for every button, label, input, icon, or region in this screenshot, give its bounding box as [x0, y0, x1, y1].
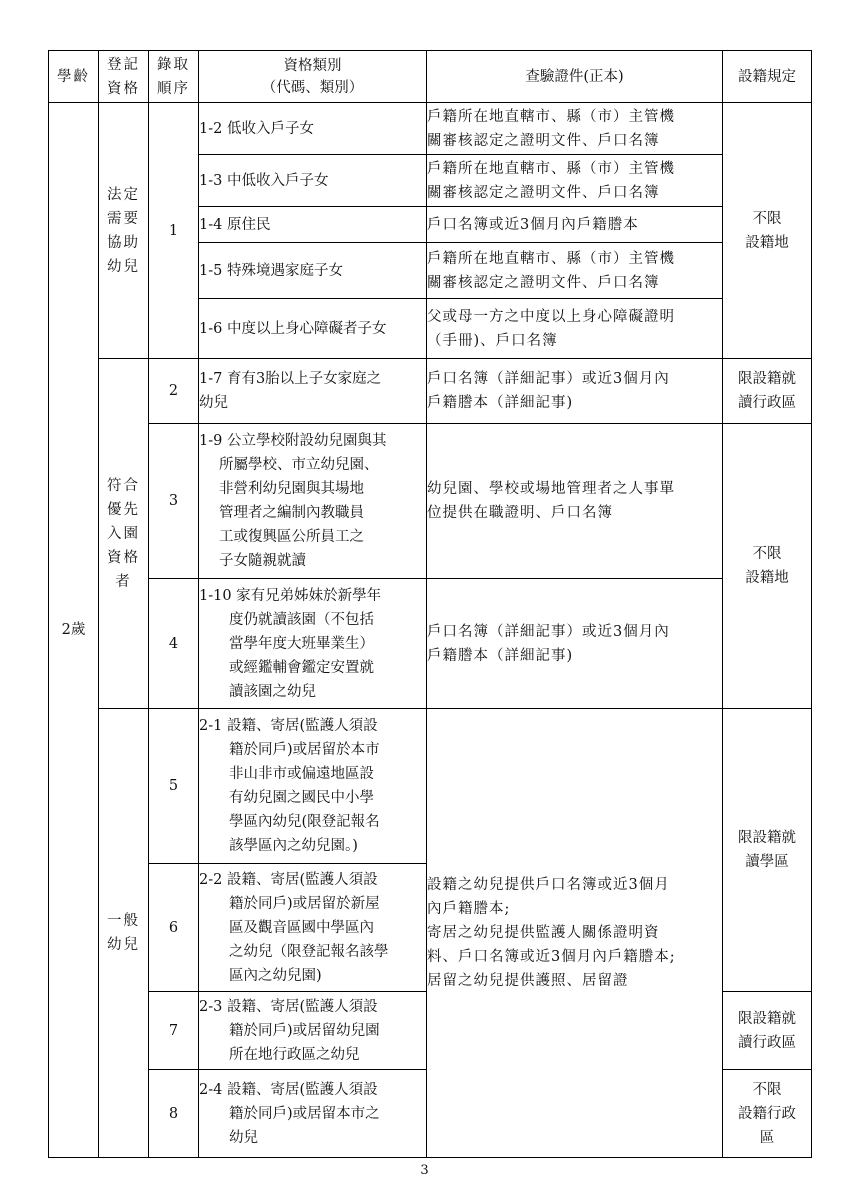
cell-line: 戶籍謄本（詳細記事): [427, 395, 574, 411]
header-type: [199, 51, 427, 103]
type-1-9: [199, 424, 427, 579]
table-row: [49, 709, 812, 864]
cell-line: 當學年度大班畢業生）: [229, 635, 374, 652]
cell-line: 區及觀音區國中學區內: [229, 919, 374, 936]
order-8: 8: [149, 1070, 199, 1158]
admission-table: [48, 50, 812, 1158]
cell-line: 1-10 家有兄弟姊妹於新學年: [199, 587, 382, 604]
cell-line: 不限: [752, 210, 782, 227]
cell-line: 戶籍所在地直轄市、縣（市）主管機: [427, 250, 675, 267]
cell-line: 區: [759, 1129, 775, 1146]
type-1-7: [199, 359, 427, 424]
cell-line: 幼兒園、學校或場地管理者之人事單: [427, 481, 675, 497]
cell-line: 區內之幼兒園): [229, 967, 322, 984]
cell-line: 關審核認定之證明文件、戶口名簿: [427, 184, 660, 201]
type-2-2: [199, 864, 427, 992]
cell-line: 限設籍就: [738, 830, 796, 846]
cell-line: 內戶籍謄本;: [427, 901, 511, 917]
reg-unlimited-2: [723, 424, 812, 709]
order-1: 1: [149, 103, 199, 359]
reg-district-1: [723, 359, 812, 424]
cell-line: 2-2 設籍、寄居(監護人須設: [199, 871, 378, 888]
table-row: [49, 579, 812, 709]
group-general: [99, 709, 149, 1158]
cell-line: 2-3 設籍、寄居(監護人須設: [199, 998, 378, 1015]
docs-general: [427, 709, 723, 1158]
cell-line: 戶口名簿（詳細記事）或近3個月內: [427, 371, 670, 387]
order-7: 7: [149, 992, 199, 1070]
cell-line: 料、戶口名簿或近3個月內戶籍謄本;: [427, 949, 676, 965]
table-row: [49, 424, 812, 579]
docs-1-6: [427, 299, 723, 359]
docs-1-4: 戶口名簿或近3個月內戶籍謄本: [427, 207, 723, 243]
order-6: 6: [149, 864, 199, 992]
cell-line: 幼兒: [229, 1129, 258, 1146]
cell-line: 管理者之編制內教職員: [219, 505, 364, 521]
cell-line: 籍於同戶)或居留於新屋: [229, 895, 380, 912]
reg-district-2: [723, 992, 812, 1070]
cell-line: 限設籍就: [738, 1010, 796, 1027]
cell-line: 設籍之幼兒提供戶口名簿或近3個月: [427, 877, 670, 893]
type-1-2: 1-2 低收入戶子女: [199, 103, 427, 155]
header-docs: 查驗證件(正本): [427, 51, 723, 103]
cell-line: 關審核認定之證明文件、戶口名簿: [427, 274, 660, 291]
cell-line: 戶口名簿（詳細記事）或近3個月內: [427, 623, 670, 640]
cell-line: 學區內幼兒(限登記報名: [229, 814, 380, 830]
cell-line: 讀行政區: [738, 395, 796, 411]
cell-line: 籍於同戶)或居留於本市: [229, 742, 380, 758]
vertical-text: 法定 需要 協助 幼兒: [107, 186, 140, 275]
cell-line: 所屬學校、市立幼兒園、: [219, 457, 379, 473]
vertical-text: 一般 幼兒: [107, 913, 140, 953]
docs-gov-3: [427, 243, 723, 299]
cell-line: 父或母一方之中度以上身心障礙證明: [427, 308, 675, 325]
group-priority: [99, 359, 149, 709]
cell-line: 工或復興區公所員工之: [219, 529, 364, 545]
header-order: 錄取順序: [149, 51, 199, 103]
table-row: [49, 103, 812, 155]
type-1-5: 1-5 特殊境遇家庭子女: [199, 243, 427, 299]
header-qualification: 登記資格: [99, 51, 149, 103]
cell-line: 不限: [752, 1081, 782, 1098]
type-2-4: [199, 1070, 427, 1158]
cell-line: 讀該園之幼兒: [229, 683, 316, 700]
cell-line: 關審核認定之證明文件、戶口名簿: [427, 132, 660, 149]
cell-line: 1-7 育有3胎以上子女家庭之: [199, 371, 382, 387]
order-5: 5: [149, 709, 199, 864]
cell-line: 不限: [752, 546, 782, 562]
cell-line: 有幼兒園之國民中小學: [229, 790, 374, 806]
cell-line: 所在地行政區之幼兒: [229, 1046, 360, 1063]
cell-line: 設籍行政: [738, 1105, 796, 1122]
order-4: 4: [149, 579, 199, 709]
order-2: 2: [149, 359, 199, 424]
header-type-line1: 資格類別: [283, 57, 342, 74]
cell-line: 或經鑑輔會鑑定安置就: [229, 659, 374, 676]
vertical-text: 符合 優先 入園 資格 者: [107, 477, 140, 590]
cell-line: 非山非市或偏遠地區設: [229, 766, 374, 782]
header-type-line2: （代碼、類別）: [261, 79, 364, 96]
cell-line: 非營利幼兒園與其場地: [219, 481, 364, 497]
docs-1-7: [427, 359, 723, 424]
type-1-6: 1-6 中度以上身心障礙者子女: [199, 299, 427, 359]
order-3: 3: [149, 424, 199, 579]
docs-1-10: [427, 579, 723, 709]
cell-line: 2-1 設籍、寄居(監護人須設: [199, 718, 378, 734]
type-2-3: [199, 992, 427, 1070]
cell-line: 讀行政區: [738, 1034, 796, 1051]
age-cell: 2歲: [49, 103, 99, 1158]
type-2-1: [199, 709, 427, 864]
reg-unlimited-admin: [723, 1070, 812, 1158]
table-row: [49, 359, 812, 424]
type-1-10: [199, 579, 427, 709]
cell-line: （手冊)、戶口名簿: [427, 332, 558, 349]
cell-line: 該學區內之幼兒園。): [229, 838, 358, 854]
cell-line: 戶籍所在地直轄市、縣（市）主管機: [427, 160, 675, 177]
cell-line: 寄居之幼兒提供監護人關係證明資: [427, 925, 660, 941]
cell-line: 讀學區: [745, 854, 789, 870]
cell-line: 籍於同戶)或居留幼兒園: [229, 1022, 380, 1039]
page-number: 3: [420, 1163, 429, 1178]
cell-line: 子女隨親就讀: [219, 553, 306, 569]
cell-line: 限設籍就: [738, 371, 796, 387]
docs-1-9: [427, 424, 723, 579]
group-legal: [99, 103, 149, 359]
cell-line: 設籍地: [745, 234, 789, 251]
header-reg: 設籍規定: [723, 51, 812, 103]
cell-line: 幼兒: [199, 395, 228, 411]
reg-school-zone: [723, 709, 812, 992]
cell-line: 1-9 公立學校附設幼兒園與其: [199, 433, 387, 449]
cell-line: 之幼兒（限登記報名該學: [229, 943, 389, 960]
cell-line: 度仍就讀該園（不包括: [229, 611, 374, 628]
reg-unlimited-1: [723, 103, 812, 359]
cell-line: 籍於同戶)或居留本市之: [229, 1105, 380, 1122]
header-row: [49, 51, 812, 103]
docs-gov-2: [427, 155, 723, 207]
cell-line: 戶籍謄本（詳細記事): [427, 647, 574, 664]
type-1-4: 1-4 原住民: [199, 207, 427, 243]
docs-gov-1: [427, 103, 723, 155]
cell-line: 居留之幼兒提供護照、居留證: [427, 973, 629, 989]
cell-line: 戶籍所在地直轄市、縣（市）主管機: [427, 108, 675, 125]
cell-line: 位提供在職證明、戶口名簿: [427, 505, 613, 521]
type-1-3: 1-3 中低收入戶子女: [199, 155, 427, 207]
cell-line: 設籍地: [745, 570, 789, 586]
cell-line: 2-4 設籍、寄居(監護人須設: [199, 1081, 378, 1098]
header-age: 學齡: [49, 51, 99, 103]
